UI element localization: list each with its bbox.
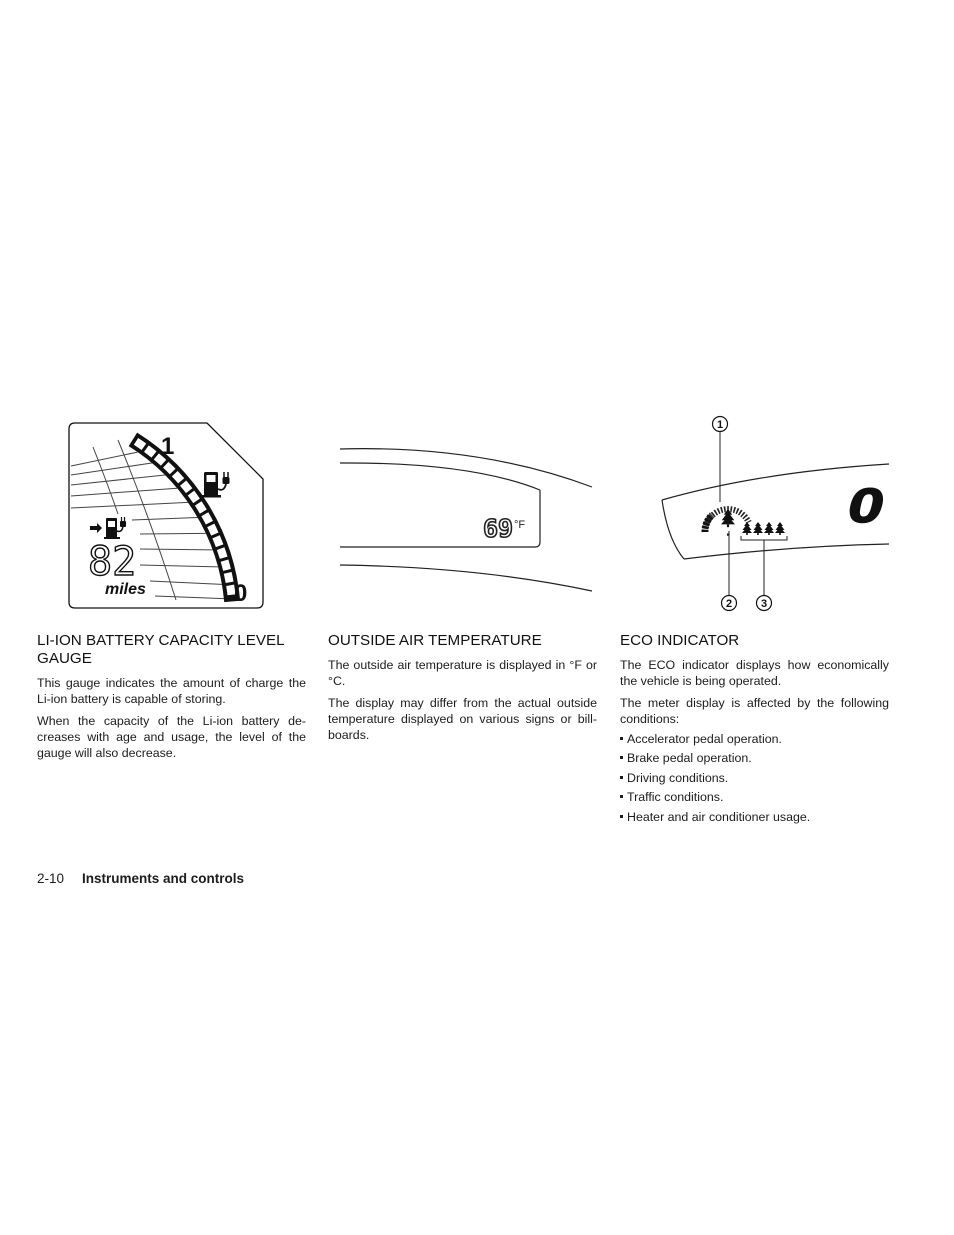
temperature-value: 69 <box>483 514 514 543</box>
text-line: gauge will also decrease. <box>37 746 177 760</box>
text-line: The ECO indicator displays how economically <box>620 657 889 672</box>
conditions-list <box>620 731 889 825</box>
paragraph <box>37 713 306 761</box>
paragraph <box>620 695 889 727</box>
text-line: conditions: <box>620 712 680 726</box>
text-line: the vehicle is being operated. <box>620 673 782 688</box>
temperature-unit: °F <box>514 519 526 531</box>
tree-icon <box>775 522 785 535</box>
text-line: °C. <box>328 673 346 688</box>
callout-3 <box>757 596 772 611</box>
section-heading: LI-ION BATTERY CAPACITY LEVEL GAUGE <box>37 632 285 667</box>
meter-upper-curve <box>340 449 592 487</box>
section-heading: OUTSIDE AIR TEMPERATURE <box>328 632 542 649</box>
list-item: Driving conditions. <box>620 770 889 786</box>
trees-bracket <box>741 536 787 540</box>
text-line: The meter display is affected by the following <box>620 696 889 710</box>
tree-icon <box>753 522 763 535</box>
tree-icon <box>764 522 774 535</box>
speed-value: 0 <box>848 478 883 533</box>
eco-indicator-illustration <box>662 417 889 611</box>
list-item: Traffic conditions. <box>620 789 889 805</box>
driving-range-value: 82 <box>88 539 137 585</box>
battery-gauge-illustration <box>69 423 263 608</box>
outside-temperature-illustration <box>340 449 592 591</box>
callout-number: 1 <box>716 419 724 431</box>
tree-icon <box>742 522 752 535</box>
text-line: boards. <box>328 728 370 742</box>
meter-lower-curve <box>340 565 592 591</box>
text-line: Li-ion battery is capable of storing. <box>37 691 226 706</box>
text-line: temperature displayed on various signs or bill- <box>328 712 597 726</box>
text-line: The outside air temperature is displayed in °F or <box>328 657 597 672</box>
display-top-curve <box>340 463 540 490</box>
section-heading: ECO INDICATOR <box>620 632 740 649</box>
list-item: Accelerator pedal operation. <box>620 731 889 747</box>
driving-range-unit: miles <box>105 581 146 598</box>
eco-arc-scale-lit <box>705 515 712 532</box>
eco-current-tree-icon <box>721 509 735 536</box>
chapter-title: Instruments and controls <box>82 871 245 886</box>
speed-display <box>848 479 883 532</box>
page-footer <box>37 871 244 887</box>
page-number: 2-10 <box>37 871 65 886</box>
eco-accumulated-tree-icons <box>742 522 785 535</box>
paragraph <box>328 695 597 743</box>
text-line: creases with age and usage, the level of the <box>37 730 306 744</box>
list-item: Brake pedal operation. <box>620 750 889 766</box>
gauge-full-label: 1 <box>161 433 175 460</box>
text-line: When the capacity of the Li-ion battery de- <box>37 714 306 728</box>
section-eco-indicator <box>620 632 889 825</box>
paragraph <box>620 657 889 689</box>
paragraph <box>37 675 306 707</box>
section-outside-air-temperature <box>328 632 597 743</box>
text-line: This gauge indicates the amount of charge the <box>37 675 306 690</box>
callout-number: 3 <box>760 598 768 610</box>
paragraph <box>328 657 597 689</box>
callout-2 <box>722 596 737 611</box>
text-line: The display may differ from the actual outside <box>328 696 597 710</box>
list-item: Heater and air conditioner usage. <box>620 809 889 825</box>
callout-1 <box>713 417 728 432</box>
section-battery-gauge <box>37 632 306 761</box>
callout-number: 2 <box>725 598 733 610</box>
gauge-empty-label: 0 <box>234 580 248 607</box>
